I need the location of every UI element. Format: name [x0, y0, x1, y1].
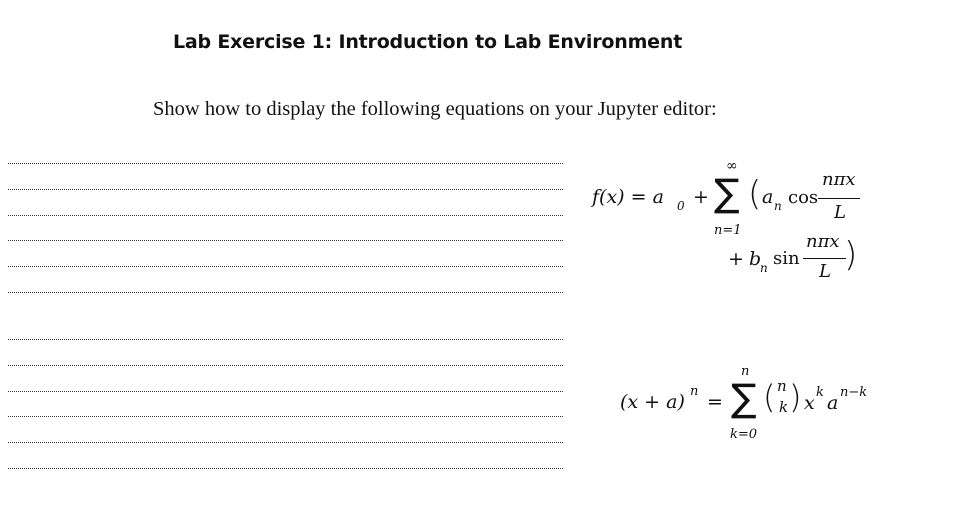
eq1-a0-subscript: 0 [677, 199, 685, 213]
eq1-close-paren: ) [844, 235, 858, 275]
eq2-x-exponent: k [816, 385, 824, 400]
eq2-a-exponent: n−k [840, 385, 868, 400]
eq2-sum-upper: n [741, 364, 750, 379]
eq1-numerator2: nπx [806, 231, 840, 252]
eq1-denominator2: L [819, 261, 831, 282]
instruction-text: Show how to display the following equations on your Jupyter editor: [153, 98, 717, 120]
page-title: Lab Exercise 1: Introduction to Lab Environment [173, 31, 683, 53]
eq2-binom-bottom: k [779, 398, 789, 416]
eq1-sum-symbol: ∑ [714, 171, 740, 215]
eq1-sum-upper: ∞ [726, 158, 738, 174]
answer-line [8, 339, 563, 340]
eq1-a: a [762, 186, 774, 208]
eq1-fraction-bar [818, 198, 860, 199]
eq2-equals: = [707, 391, 723, 413]
eq2-binom-top: n [777, 377, 787, 395]
answer-line [8, 163, 563, 164]
answer-line [8, 442, 563, 443]
eq2-binom-close: ) [789, 378, 802, 416]
eq2-a: a [827, 392, 839, 414]
answer-line [8, 240, 563, 241]
eq1-sum-lower: n=1 [714, 223, 742, 238]
answer-line [8, 416, 563, 417]
eq1-fraction-bar2 [803, 258, 846, 259]
eq2-binom-open: ( [763, 378, 776, 416]
answer-line [8, 391, 563, 392]
eq1-lhs: f(x) = a [592, 186, 664, 208]
eq1-open-paren: ( [748, 174, 762, 214]
eq2-sum-lower: k=0 [730, 427, 758, 442]
eq1-b: b [749, 248, 762, 270]
answer-line [8, 215, 563, 216]
eq2-lhs-exponent: n [690, 384, 699, 399]
eq1-denominator: L [834, 202, 846, 223]
eq1-cos: cos [788, 187, 819, 208]
answer-line [8, 365, 563, 366]
answer-line [8, 189, 563, 190]
eq2-sum-symbol: ∑ [731, 376, 757, 420]
eq2-x: x [804, 392, 815, 414]
eq2-lhs: (x + a) [620, 391, 685, 413]
eq1-an-subscript: n [774, 199, 782, 213]
eq1-plus: + [693, 186, 709, 208]
eq1-line2-plus: + [728, 248, 744, 270]
eq1-numerator: nπx [822, 169, 856, 190]
answer-line [8, 468, 563, 469]
eq1-bn-subscript: n [760, 261, 768, 275]
answer-line [8, 292, 563, 293]
answer-line [8, 266, 563, 267]
eq1-sin: sin [773, 248, 800, 269]
